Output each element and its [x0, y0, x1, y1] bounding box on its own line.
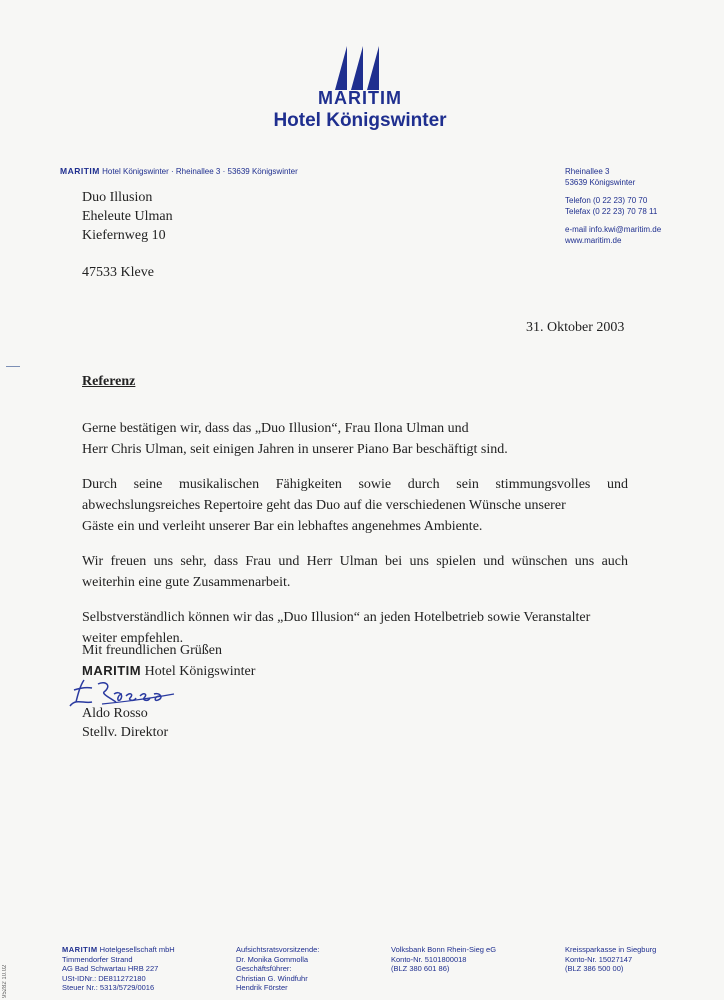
- closing-greeting: Mit freundlichen Grüßen: [82, 643, 222, 658]
- footer-line: Volksbank Bonn Rhein-Sieg eG: [391, 945, 497, 954]
- footer-line: Dr. Monika Gommolla: [236, 954, 309, 964]
- footer-brand: MARITIM: [62, 945, 98, 954]
- sender-return-address: [60, 166, 298, 176]
- footer-line: Geschäftsführer:: [236, 964, 292, 973]
- signer-name: Aldo Rosso: [82, 706, 148, 721]
- paragraph-line: Wir freuen uns sehr, dass Frau und Herr Ulman bei uns spielen und wünschen uns auch: [82, 554, 628, 569]
- letter-subject: Referenz: [82, 374, 136, 389]
- paragraph-1: [82, 418, 628, 460]
- contact-fax: Telefax (0 22 23) 70 78 11: [565, 206, 658, 216]
- footer-line: USt-IDNr.: DE811272180: [62, 973, 146, 983]
- contact-block: [565, 167, 661, 246]
- recipient-line-1: Duo Illusion: [82, 190, 153, 205]
- signer-title: Stellv. Direktor: [82, 725, 169, 740]
- form-code: 95282 10.02: [2, 964, 8, 998]
- footer-line: Christian G. Windfuhr: [236, 973, 308, 983]
- footer-line: Konto-Nr. 15027147: [565, 954, 633, 964]
- paragraph-line: weiter empfehlen.: [82, 631, 184, 646]
- paragraph-line: weiterhin eine gute Zusammenarbeit.: [82, 575, 291, 590]
- contact-city: 53639 Königswinter: [565, 177, 636, 187]
- footer-bank-1: [391, 945, 496, 974]
- footer-line: Steuer Nr.: 5313/5729/0016: [62, 983, 155, 992]
- maritim-sails-logo-icon: [333, 46, 383, 90]
- contact-web: www.maritim.de: [565, 235, 622, 245]
- footer-bank-2: [565, 945, 656, 974]
- signer-block: [82, 704, 168, 742]
- footer-company: [62, 945, 175, 993]
- contact-email: e-mail info.kwi@maritim.de: [565, 225, 662, 234]
- footer-line: Aufsichtsratsvorsitzende:: [236, 945, 320, 954]
- fold-mark: [6, 366, 20, 367]
- closing-brand: MARITIM: [82, 663, 142, 678]
- logo-hotel-name: Hotel Königswinter: [273, 110, 447, 131]
- paragraph-2: [82, 474, 628, 537]
- sender-brand: MARITIM: [60, 166, 100, 176]
- footer-line: (BLZ 386 500 00): [565, 964, 624, 973]
- paragraph-line: Durch seine musikalischen Fähigkeiten sowie durch sein stimmungsvolles und: [82, 477, 628, 492]
- paragraph-line: Selbstverständlich können wir das „Duo Illusion“ an jeden Hotelbetrieb sowie Veranstalter: [82, 610, 591, 625]
- paragraph-line: Gäste ein und verleiht unserer Bar ein lebhaftes angenehmes Ambiente.: [82, 519, 483, 534]
- footer-line: Timmendorfer Strand: [62, 954, 133, 964]
- footer-line: Hendrik Förster: [236, 983, 288, 992]
- paragraph-line: abwechslungsreiches Repertoire geht das Duo auf die verschiedenen Wünsche unserer: [82, 498, 566, 513]
- closing-hotel: Hotel Königswinter: [144, 664, 256, 679]
- letter-date: 31. Oktober 2003: [526, 320, 625, 335]
- footer-line: Kreissparkasse in Siegburg: [565, 945, 657, 954]
- sender-address-text: Hotel Königswinter · Rheinallee 3 · 53639 Königswinter: [102, 167, 298, 176]
- recipient-line-2: Eheleute Ulman: [82, 209, 173, 224]
- footer-line: (BLZ 380 601 86): [391, 964, 450, 973]
- footer-line: Hotelgesellschaft mbH: [99, 945, 175, 954]
- recipient-line-3: Kiefernweg 10: [82, 228, 166, 243]
- paragraph-line: Herr Chris Ulman, seit einigen Jahren in unserer Piano Bar beschäftigt sind.: [82, 442, 508, 457]
- letter-body: [82, 418, 628, 663]
- footer-management: [236, 945, 319, 993]
- contact-street: Rheinallee 3: [565, 167, 610, 176]
- paragraph-line: Gerne bestätigen wir, dass das „Duo Illusion“, Frau Ilona Ulman und: [82, 421, 469, 436]
- paragraph-3: [82, 551, 628, 593]
- recipient-city: 47533 Kleve: [82, 265, 154, 280]
- footer-line: Konto-Nr. 5101800018: [391, 954, 467, 964]
- footer-line: AG Bad Schwartau HRB 227: [62, 964, 159, 973]
- recipient-address: [82, 188, 173, 282]
- logo-brand-name: MARITIM: [318, 88, 402, 108]
- contact-phone: Telefon (0 22 23) 70 70: [565, 196, 648, 205]
